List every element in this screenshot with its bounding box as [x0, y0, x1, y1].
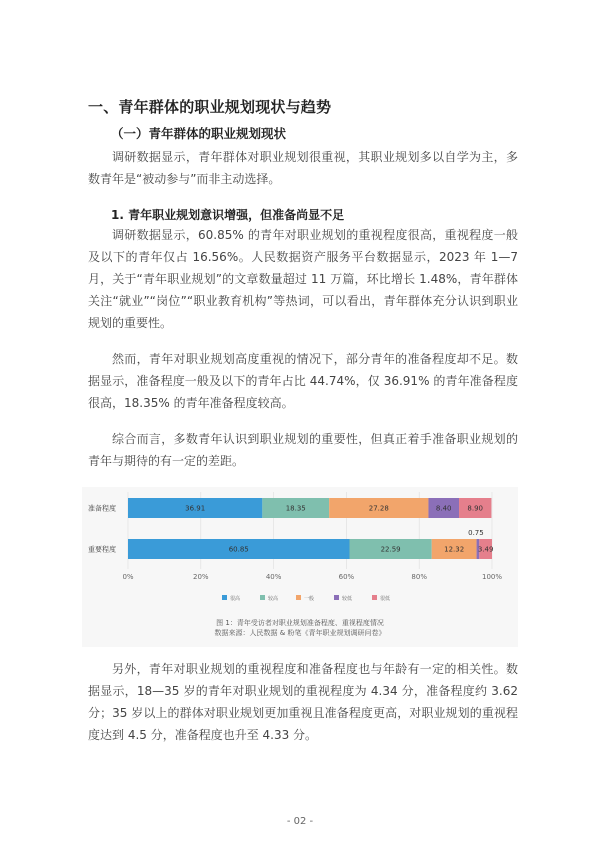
- data-label: 22.59: [380, 545, 401, 554]
- data-label: 8.40: [435, 504, 452, 513]
- x-tick-label: 60%: [338, 573, 355, 581]
- legend-label: 较低: [342, 596, 353, 602]
- paragraph-age: [88, 658, 518, 746]
- legend-swatch: [372, 595, 377, 600]
- legend-label: 一般: [304, 596, 315, 602]
- paragraph-text: 另外，青年对职业规划的重视程度和准备程度也与年龄有一定的相关性。数据显示，18—35 岁的青年对职业规划的重视程度为 4.34 分，准备程度约 3.62 分；35 岁以上的群体对职业规划更加重视且准备程度更高，对职业规划的重视程度达到 4.5 分，准备程度也升至 4.33 分。: [88, 662, 518, 742]
- paragraph-text: 综合而言，多数青年认识到职业规划的重要性，但真正着手准备职业规划的青年与期待的有一定的差距。: [88, 432, 518, 468]
- category-label: 准备程度: [88, 504, 116, 513]
- data-label: 0.75: [468, 529, 484, 537]
- data-label: 18.35: [285, 504, 306, 513]
- data-label: 36.91: [185, 504, 206, 513]
- x-tick-label: 0%: [122, 573, 134, 581]
- x-tick-label: 20%: [193, 573, 209, 581]
- x-tick-label: 80%: [411, 573, 427, 581]
- legend-swatch: [296, 595, 301, 600]
- legend-label: 很高: [230, 596, 241, 602]
- legend-label: 很低: [380, 596, 391, 602]
- chart-source: 数据来源：人民数据 & 粉笔《青年职业规划调研问卷》: [214, 629, 386, 637]
- legend-swatch: [222, 595, 227, 600]
- paragraph-intro: [88, 146, 518, 190]
- paragraph-text: 调研数据显示，青年群体对职业规划很重视，其职业规划多以自学为主，多数青年是“被动参与”而非主动选择。: [88, 150, 518, 186]
- data-label: 12.32: [444, 545, 465, 554]
- legend-swatch: [260, 595, 265, 600]
- point-heading: 1. 青年职业规划意识增强，但准备尚显不足: [111, 208, 345, 222]
- x-tick-label: 40%: [265, 573, 282, 581]
- section-heading: 一、青年群体的职业规划现状与趋势: [88, 98, 332, 116]
- category-label: 重要程度: [88, 545, 116, 554]
- subsection-heading: （一）青年群体的职业规划现状: [111, 126, 287, 141]
- paragraph-text: 调研数据显示，60.85% 的青年对职业规划的重视程度很高，重视程度一般及以下的青年仅占 16.56%。人民数据资产服务平台数据显示，2023 年 1—7 月，关于“青年职业规划”的文章数量超过 11 万篇，环比增长 1.48%，青年群体关注“就业”“岗位”“职业教育机构”等热词，可以看出，青年群体充分认识到职业规划的重要性。: [88, 228, 518, 330]
- page-number: - 02 -: [286, 816, 314, 827]
- paragraph-summary: [88, 428, 518, 472]
- data-label: 60.85: [228, 545, 249, 554]
- paragraph-text: 然而，青年对职业规划高度重视的情况下，部分青年的准备程度却不足。数据显示，准备程度一般及以下的青年占比 44.74%，仅 36.91% 的青年准备程度很高，18.35% 的青年准备程度较高。: [88, 352, 518, 410]
- data-label: 27.28: [368, 504, 389, 513]
- data-label: 8.90: [467, 504, 484, 513]
- stacked-bar-chart: [82, 487, 518, 647]
- data-label: 3.49: [477, 545, 494, 554]
- paragraph-preparation: [88, 348, 518, 414]
- chart-caption: 图 1：青年受访者对职业规划准备程度、重视程度情况: [216, 619, 384, 627]
- legend-swatch: [334, 595, 339, 600]
- paragraph-importance: [88, 224, 518, 334]
- legend-label: 较高: [268, 596, 279, 602]
- x-tick-label: 100%: [481, 573, 503, 581]
